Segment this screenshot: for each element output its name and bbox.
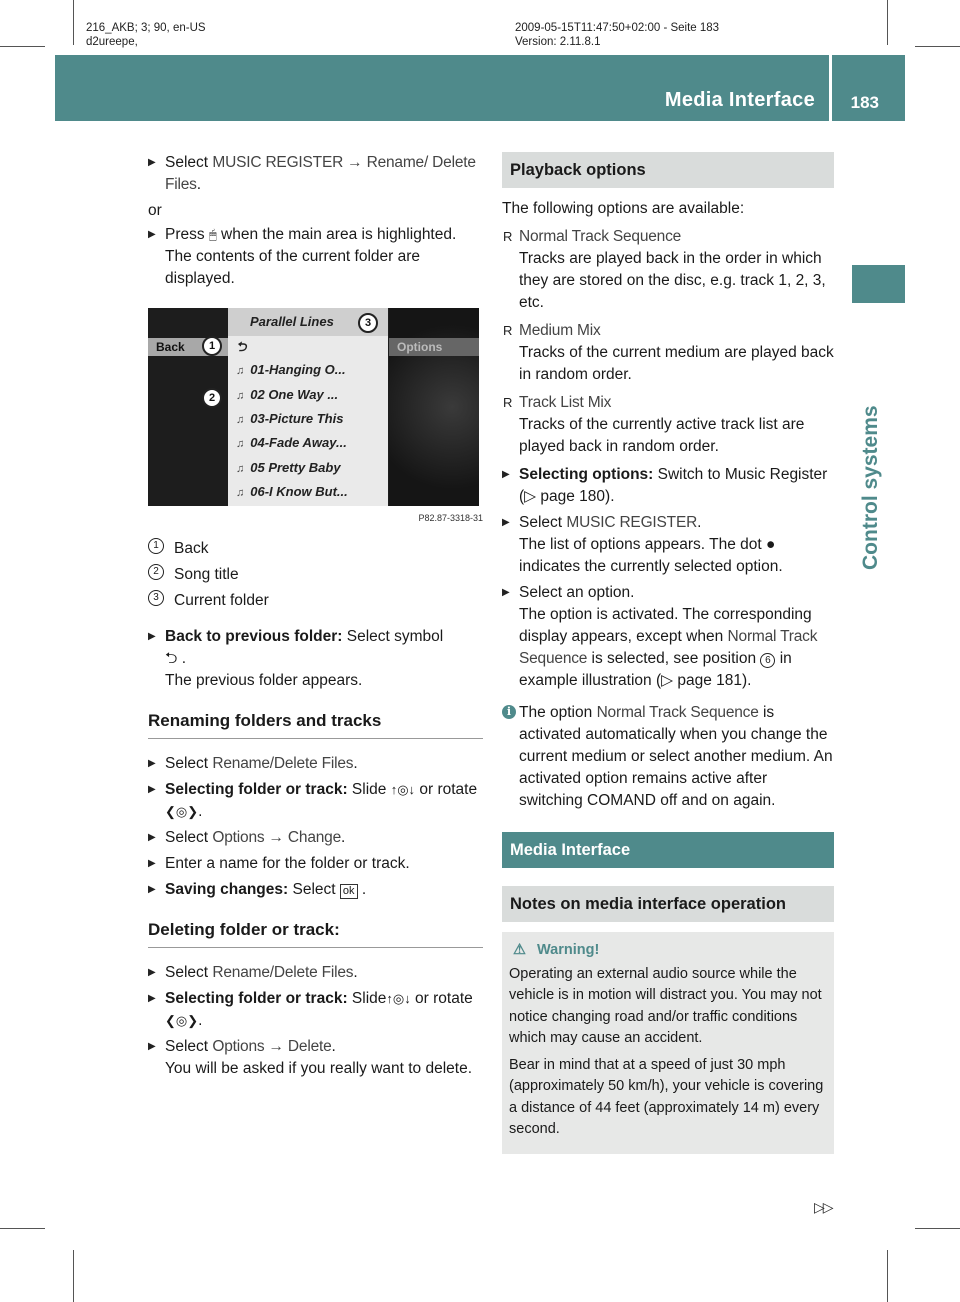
- step-menu-path: MUSIC REGISTER → Rename/ Delete Files: [165, 154, 476, 193]
- step-text: Select: [288, 881, 340, 898]
- step-mid: or rotate: [410, 990, 473, 1007]
- warning-title: [509, 940, 827, 962]
- callout-1: 1: [202, 336, 222, 356]
- step-mid: or rotate: [415, 781, 478, 798]
- screen-back-symbol: ⮌: [236, 339, 247, 354]
- page-title: Media Interface: [664, 89, 815, 111]
- rename-heading: Renaming folders and tracks: [148, 710, 483, 739]
- screen-current-folder: Parallel Lines: [228, 308, 388, 336]
- step-result: The list of options appears. The dot ● indicates the currently selected option.: [519, 536, 783, 575]
- header-divider: [829, 55, 832, 121]
- step-bold: Back to previous folder:: [165, 628, 343, 645]
- delete-step-2: [148, 988, 483, 1032]
- step-press-mouse: [148, 224, 483, 290]
- step-text: Select: [165, 829, 213, 846]
- option-medium-mix: [502, 320, 834, 386]
- folder-screenshot: [148, 308, 479, 506]
- step-menu-path: Rename/Delete Files: [212, 755, 354, 772]
- step-text: Select symbol: [342, 628, 444, 645]
- print-meta-right-1: 2009-05-15T11:47:50+02:00 - Seite 183: [515, 22, 720, 34]
- legend-label: Back: [174, 540, 209, 557]
- option-desc: Tracks of the current medium are played back in random order.: [519, 344, 834, 383]
- warning-box: [502, 932, 834, 1154]
- rotate-controller-icon: ❮◎❯: [165, 1013, 199, 1028]
- step-end: .: [198, 1012, 203, 1029]
- print-meta-right: [515, 21, 719, 49]
- crop-mark-top-left: [0, 46, 45, 47]
- step-select-rename: [148, 152, 483, 196]
- step-end: .: [198, 803, 203, 820]
- option-desc: Tracks of the currently active track list are played back in random order.: [519, 416, 805, 455]
- screen-track-title: 02 One Way ...: [250, 387, 339, 402]
- print-meta-left-2: d2ureepe,: [86, 36, 138, 48]
- step-menu-path: Normal Track Sequence: [519, 628, 818, 667]
- music-note-icon: ♫: [236, 390, 245, 402]
- step-result: You will be asked if you really want to delete.: [165, 1060, 473, 1077]
- music-note-icon: ♫: [236, 365, 245, 377]
- legend-item-current-folder: [148, 590, 483, 612]
- page-number: 183: [850, 93, 879, 112]
- right-column: [502, 152, 834, 1154]
- step-menu-path: Rename/Delete Files: [212, 964, 354, 981]
- step-text: Enter a name for the folder or track.: [165, 855, 410, 872]
- warning-paragraph: Operating an external audio source while the vehicle is in motion will distract you. You may not notice changing road and/or traffic conditions which may cause an accident.: [509, 965, 822, 1046]
- legend-label: Current folder: [174, 592, 269, 609]
- step-text: Select: [165, 154, 213, 171]
- rename-step-1: [148, 753, 483, 775]
- info-text: is activated automatically when you change the current medium or select another medium. An activated option remains active after switching COMAND off and on again.: [519, 704, 833, 809]
- music-note-icon: ♫: [236, 414, 245, 426]
- music-note-icon: ♫: [236, 438, 245, 450]
- screen-track-title: 01-Hanging O...: [250, 362, 346, 377]
- step-end: .: [697, 514, 702, 531]
- step-bold: Selecting folder or track:: [165, 990, 348, 1007]
- step-result-text: in example illustration (▷ page 181).: [519, 650, 792, 689]
- screen-track-list: [228, 308, 388, 506]
- step-text: Press: [165, 226, 209, 243]
- step-text: Select: [165, 1038, 213, 1055]
- step-result: The previous folder appears.: [165, 672, 363, 689]
- right-step-2: [502, 512, 834, 578]
- crop-mark-top-left-v: [73, 0, 74, 45]
- legend-number: 2: [148, 564, 164, 580]
- step-text: Select an option.: [519, 584, 635, 601]
- crop-mark-bottom-right-v: [887, 1250, 888, 1302]
- step-menu-path: MUSIC REGISTER: [566, 514, 698, 531]
- ok-icon: ok: [340, 884, 358, 899]
- options-intro: The following options are available:: [502, 200, 745, 217]
- side-tab-marker: [852, 265, 905, 303]
- option-name: R Medium Mix: [519, 322, 601, 339]
- step-end: .: [331, 1038, 336, 1055]
- warning-icon: ⚠: [513, 942, 526, 958]
- delete-step-3: [148, 1036, 483, 1080]
- screen-track-title: 05 Pretty Baby: [250, 460, 341, 475]
- screen-track-item: [236, 410, 384, 429]
- step-end: .: [353, 964, 358, 981]
- legend-item-back: [148, 538, 483, 560]
- delete-heading: Deleting folder or track:: [148, 919, 483, 948]
- step-result: The contents of the current folder are displayed.: [165, 248, 421, 287]
- screen-options-button: Options: [389, 338, 479, 356]
- music-note-icon: ♫: [236, 487, 245, 499]
- position-marker: 6: [760, 653, 775, 668]
- step-text: Switch to Music Register (▷ page 180).: [519, 466, 828, 505]
- step-end: .: [361, 881, 367, 898]
- crop-mark-top-right-v: [887, 0, 888, 45]
- page-header: [55, 55, 905, 121]
- step-result-text: The option is activated. The corresponding display appears, except when: [519, 606, 812, 645]
- info-icon: i: [502, 705, 516, 719]
- back-symbol-icon: ⮌: [165, 650, 178, 667]
- right-step-3: [502, 582, 834, 692]
- legend-label: Song title: [174, 566, 239, 583]
- print-meta-left: [86, 21, 206, 49]
- info-text: The option: [519, 704, 597, 721]
- screen-track-item: [236, 386, 384, 405]
- notes-heading: Notes on media interface operation: [502, 886, 834, 922]
- figure-code: P82.87-3318-31: [418, 513, 483, 523]
- rename-step-2: [148, 779, 483, 823]
- step-result: [519, 604, 834, 692]
- step-bold: Selecting options:: [519, 466, 654, 483]
- rotate-controller-icon: ❮◎❯: [165, 804, 199, 819]
- rename-step-4: [148, 853, 483, 875]
- side-label: Control systems: [859, 405, 882, 570]
- option-normal-track-sequence: [502, 226, 834, 314]
- legend-number: 3: [148, 590, 164, 606]
- callout-2: 2: [202, 388, 222, 408]
- option-desc: Tracks are played back in the order in which they are stored on the disc, e.g. track 1, 2, 3, etc.: [519, 250, 826, 311]
- crop-mark-bottom-left-v: [73, 1250, 74, 1302]
- delete-step-1: [148, 962, 483, 984]
- legend-number: 1: [148, 538, 164, 554]
- info-mono: Normal Track Sequence: [596, 704, 759, 721]
- step-end: .: [353, 755, 358, 772]
- rename-step-3: [148, 827, 483, 849]
- screen-back-button: Back: [148, 338, 228, 356]
- step-end: .: [196, 176, 202, 193]
- callout-3: 3: [358, 313, 378, 333]
- right-step-1: [502, 464, 834, 508]
- screen-track-title: 06-I Know But...: [250, 484, 348, 499]
- step-end: .: [181, 650, 187, 667]
- screen-track-title: 03-Picture This: [250, 411, 344, 426]
- controller-press-icon: 🖱: [208, 227, 217, 242]
- step-menu-path: Options → Delete: [212, 1038, 332, 1055]
- rename-step-5: [148, 879, 483, 901]
- screen-track-item: [236, 459, 384, 478]
- print-meta-left-1: 216_AKB; 3; 90, en-US: [86, 22, 206, 34]
- step-end: .: [341, 829, 346, 846]
- legend-item-song-title: [148, 564, 483, 586]
- step-menu-path: Options → Change: [212, 829, 342, 846]
- slide-controller-icon: ↑◎↓: [390, 782, 416, 797]
- step-bold: Saving changes:: [165, 881, 289, 898]
- screen-track-title: 04-Fade Away...: [250, 435, 347, 450]
- step-text: Select: [519, 514, 567, 531]
- crop-mark-top-right: [915, 46, 960, 47]
- step-text: Select: [165, 964, 213, 981]
- step-text: Slide: [347, 990, 387, 1007]
- screen-track-item: [236, 361, 384, 380]
- or-text: or: [148, 202, 162, 219]
- step-rest: when the main area is highlighted.: [216, 226, 457, 243]
- playback-heading: Playback options: [502, 152, 834, 188]
- crop-mark-bottom-left: [0, 1228, 45, 1229]
- music-note-icon: ♫: [236, 463, 245, 475]
- option-track-list-mix: [502, 392, 834, 458]
- step-text: Slide: [347, 781, 391, 798]
- screen-track-item: [236, 483, 384, 502]
- next-page-icon: ▷▷: [814, 1199, 832, 1215]
- media-interface-heading: Media Interface: [502, 832, 834, 868]
- info-note: [502, 702, 834, 812]
- warning-paragraph: Bear in mind that at a speed of just 30 mph (approximately 50 km/h), your vehicle is covering a distance of 44 feet (approximately 14 m) every second.: [509, 1056, 824, 1137]
- crop-mark-bottom-right: [915, 1228, 960, 1229]
- left-column: [148, 152, 483, 1084]
- step-text: Select: [165, 755, 213, 772]
- warning-title-text: Warning!: [537, 942, 600, 958]
- print-meta-right-2: Version: 2.11.8.1: [515, 36, 601, 48]
- screen-track-item: [236, 434, 384, 453]
- option-name: R Normal Track Sequence: [519, 228, 682, 245]
- option-name: R Track List Mix: [519, 394, 612, 411]
- step-bold: Selecting folder or track:: [165, 781, 348, 798]
- step-result-text: is selected, see position: [587, 650, 761, 667]
- slide-controller-icon: ↑◎↓: [386, 991, 411, 1006]
- step-back-folder: [148, 626, 483, 692]
